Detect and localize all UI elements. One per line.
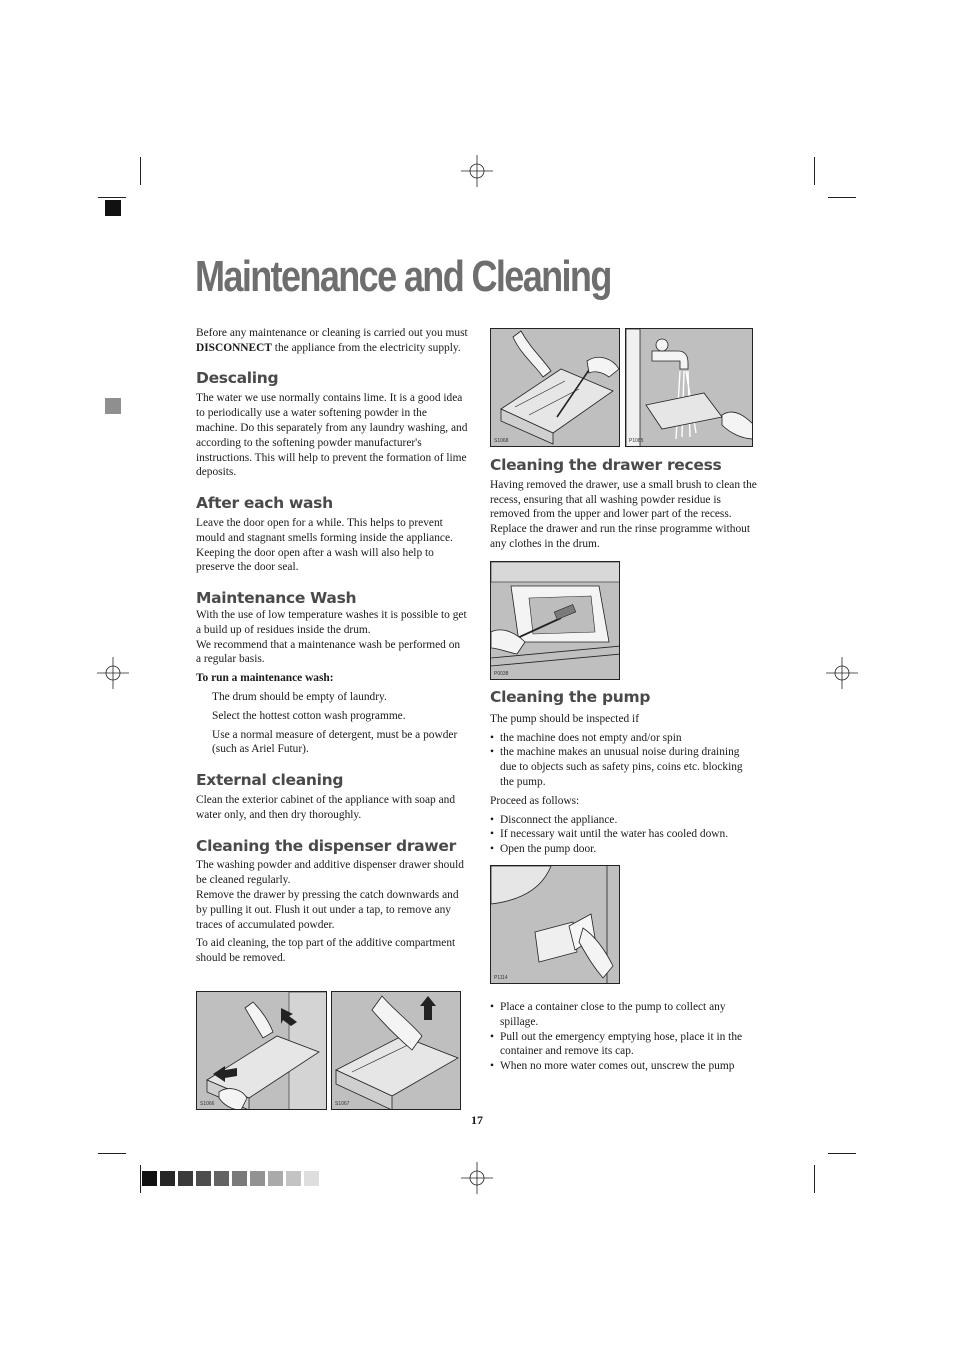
- pump-section: [490, 690, 758, 861]
- color-swatch: [196, 1171, 211, 1186]
- crosshair-icon: [97, 657, 129, 689]
- dispenser-text: The washing powder and additive dispenser drawer should be cleaned regularly.: [196, 859, 464, 887]
- crosshair-icon: [461, 1162, 493, 1194]
- drawer-recess-text: Having removed the drawer, use a small brush to clean the recess, ensuring that all washing powder residue is removed from the upper and lower part of the recess. Replace the drawer and run the rinse programme without any clothes in the drum.: [490, 478, 757, 550]
- pump-conditions: [490, 731, 758, 790]
- crop-mark: [140, 157, 141, 185]
- list-item: • Place a container close to the pump to collect any spillage.: [490, 1000, 758, 1030]
- crop-mark: [140, 1165, 141, 1193]
- crop-mark: [98, 197, 126, 198]
- figure-pump-door: [490, 865, 620, 984]
- list-item: • Disconnect the appliance.: [490, 813, 758, 828]
- list-item: • Open the pump door.: [490, 842, 758, 857]
- color-swatch: [214, 1171, 229, 1186]
- color-swatch: [304, 1171, 319, 1186]
- color-swatch: [178, 1171, 193, 1186]
- maintenance-wash-text: With the use of low temperature washes it is possible to get a build up of residues inside the drum.: [196, 608, 467, 636]
- crop-mark: [814, 1165, 815, 1193]
- grey-square-mark: [105, 398, 121, 414]
- after-wash-heading: After each wash: [196, 494, 333, 513]
- figure-drawer-under-tap: [625, 328, 753, 447]
- left-column: [196, 326, 468, 970]
- external-cleaning-text: Clean the exterior cabinet of the appliance with soap and water only, and then dry thoroughly.: [196, 793, 456, 821]
- figure-drawer-brush: [490, 328, 620, 447]
- maintenance-wash-heading: Maintenance Wash: [196, 589, 357, 608]
- external-cleaning-heading: External cleaning: [196, 771, 344, 790]
- pump-steps-continued: [490, 1000, 758, 1078]
- list-item: • When no more water comes out, unscrew the pump: [490, 1059, 758, 1074]
- intro-paragraph: Before any maintenance or cleaning is carried out you must DISCONNECT the appliance from the electricity supply.: [196, 327, 468, 354]
- maintenance-step: Use a normal measure of detergent, must be a powder (such as Ariel Futur).: [212, 728, 458, 756]
- color-swatch: [286, 1171, 301, 1186]
- figure-drawer-press-catch: [196, 991, 327, 1110]
- figure-code: P0038: [494, 671, 509, 677]
- right-column: [490, 458, 758, 556]
- figure-code: P1085: [629, 438, 644, 444]
- color-swatch: [250, 1171, 265, 1186]
- drawer-recess-heading: Cleaning the drawer recess: [490, 456, 722, 474]
- page-title: Maintenance and Cleaning: [195, 252, 611, 301]
- crop-mark: [828, 197, 856, 198]
- crop-mark: [828, 1153, 856, 1154]
- disconnect-emphasis: DISCONNECT: [196, 341, 272, 354]
- pump-proceed: Proceed as follows:: [490, 794, 580, 807]
- list-item: • the machine does not empty and/or spin: [490, 731, 758, 746]
- maintenance-wash-subheading: To run a maintenance wash:: [196, 672, 334, 685]
- descaling-text: The water we use normally contains lime. It is a good idea to periodically use a water softening powder in the machine. Do this separately from any laundry washing, and according to the softening powder manufacturer's instructions. This will help to prevent the formation of lime deposits.: [196, 392, 468, 479]
- crop-mark: [814, 157, 815, 185]
- color-swatch: [268, 1171, 283, 1186]
- after-wash-text: Leave the door open for a while. This helps to prevent mould and stagnant smells forming inside the appliance. Keeping the door open after a wash will also help to preserve the door seal.: [196, 516, 453, 574]
- pump-steps: [490, 813, 758, 857]
- dispenser-heading: Cleaning the dispenser drawer: [196, 836, 456, 855]
- figure-code: S1068: [494, 438, 509, 444]
- arrow-up-icon: [420, 996, 436, 1020]
- pump-heading: Cleaning the pump: [490, 688, 651, 706]
- maintenance-step: The drum should be empty of laundry.: [212, 690, 387, 703]
- list-item: • the machine makes an unusual noise during draining due to objects such as safety pins, coins etc. blocking the pump.: [490, 745, 758, 789]
- figure-code: P1114: [494, 975, 508, 981]
- figure-drawer-lift-top: [331, 991, 461, 1110]
- crosshair-icon: [826, 657, 858, 689]
- color-swatch: [232, 1171, 247, 1186]
- color-swatch: [142, 1171, 157, 1186]
- page-number: 17: [471, 1113, 483, 1127]
- list-item: • If necessary wait until the water has cooled down.: [490, 827, 758, 842]
- maintenance-wash-text-2: We recommend that a maintenance wash be performed on a regular basis.: [196, 638, 461, 666]
- dispenser-text-3: To aid cleaning, the top part of the additive compartment should be removed.: [196, 937, 456, 965]
- figure-recess-brush: [490, 561, 620, 680]
- list-item: • Pull out the emergency emptying hose, place it in the container and remove its cap.: [490, 1030, 758, 1060]
- color-swatch: [160, 1171, 175, 1186]
- maintenance-step: Select the hottest cotton wash programme.: [212, 709, 406, 722]
- crosshair-icon: [461, 155, 493, 187]
- black-square-mark: [105, 200, 121, 216]
- figure-code: S1067: [335, 1101, 350, 1107]
- crop-mark: [98, 1153, 126, 1154]
- figure-code: S1066: [200, 1101, 215, 1107]
- pump-intro: The pump should be inspected if: [490, 712, 639, 725]
- descaling-heading: Descaling: [196, 368, 279, 387]
- dispenser-text-2: Remove the drawer by pressing the catch downwards and by pulling it out. Flush it out under a tap, to remove any traces of accumulated powder.: [196, 888, 459, 931]
